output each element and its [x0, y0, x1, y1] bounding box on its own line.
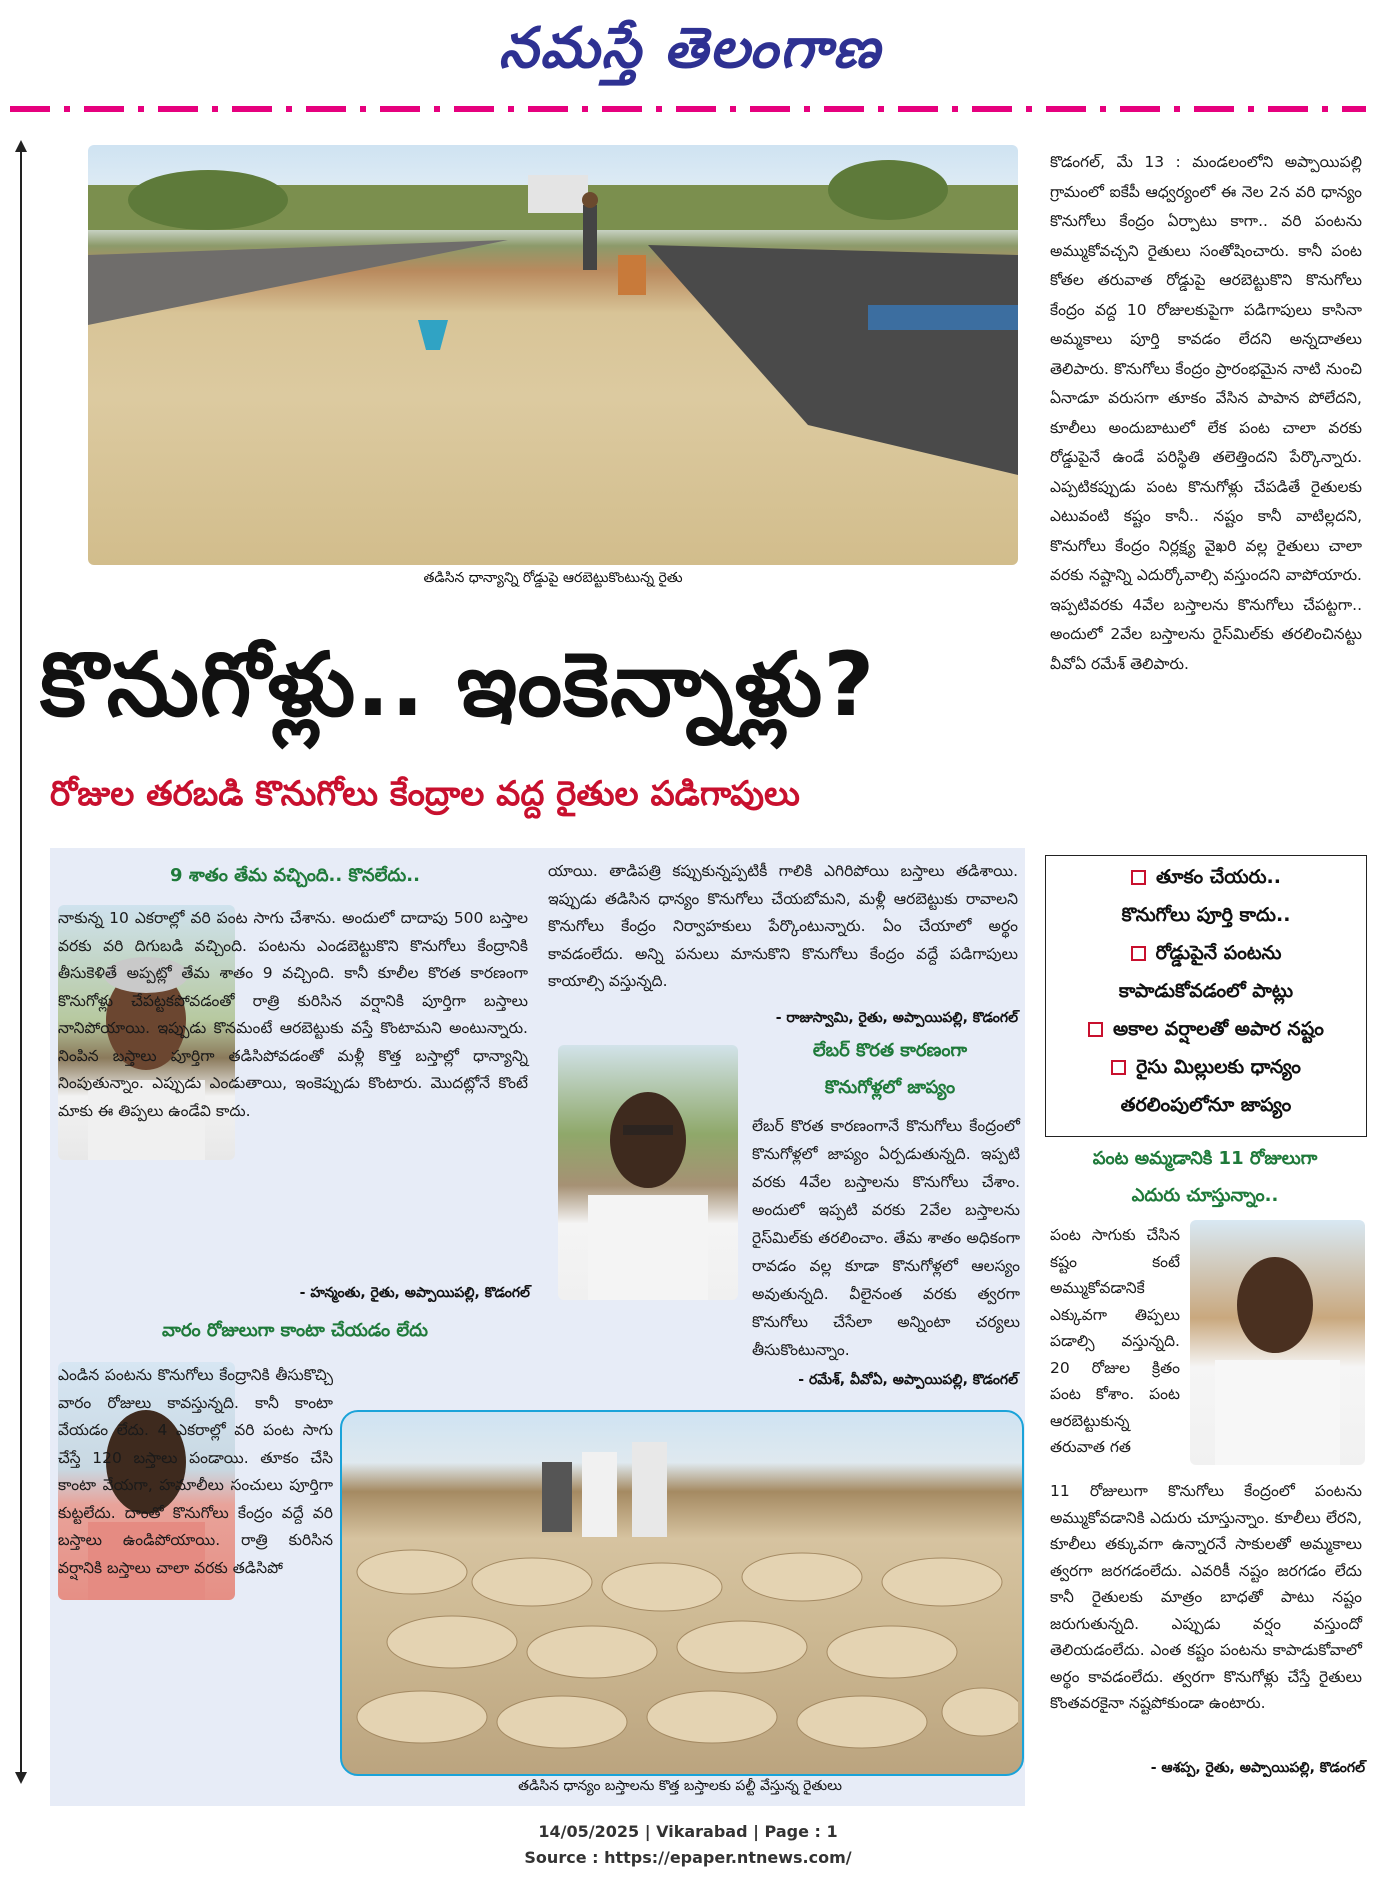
footer-source[interactable]: Source : https://epaper.ntnews.com/ [524, 1848, 852, 1867]
highlights-box [1045, 855, 1367, 1137]
bottom-photo-caption: తడిసిన ధాన్యం బస్తాలను కొత్త బస్తాలకు పల్టీ వేస్తున్న రైతులు [518, 1778, 842, 1794]
bullet-square-icon [1111, 1060, 1126, 1075]
bullet-square-icon [1131, 946, 1146, 961]
box5-heading-line2: ఎదురు చూస్తున్నాం.. [1131, 1185, 1279, 1206]
top-photo-caption: తడిసిన ధాన్యాన్ని రోడ్డుపై ఆరబెట్టుకొంటున్న రైతు [423, 570, 683, 586]
box5-heading-line1: పంట అమ్మడానికి 11 రోజులుగా [1092, 1148, 1318, 1169]
top-photo-illustration [88, 145, 1018, 565]
highlight-item: రోడ్డుపైనే పంటను [1046, 942, 1366, 969]
box1-byline: - హన్మంతు, రైతు, అప్పాయిపల్లి, కొడంగల్ [299, 1285, 530, 1301]
bullet-square-icon [1088, 1022, 1103, 1037]
box5-byline: - ఆశప్ప, రైతు, అప్పాయిపల్లి, కొడంగల్ [1150, 1760, 1365, 1776]
left-rule [20, 145, 22, 1780]
vova-photo [558, 1045, 738, 1300]
highlight-item-cont: కాపాడుకోవడంలో పాట్లు [1118, 980, 1294, 1002]
highlight-item: అకాల వర్షాలతో అపార నష్టం [1046, 1018, 1366, 1045]
newspaper-title: నమస్తే తెలంగాణ [498, 15, 882, 81]
box3-text: యాయి. తాడిపత్రి కప్పుకున్నప్పటికీ గాలికి ఎగిరిపోయి బస్తాలు తడిశాయి. ఇప్పుడు తడిసిన ధాన్యం కొనుగోలు చేయబోమని, మళ్లీ ఆరబెట్టుకు రావాలని కొనుగోలు కేంద్రం నిర్వాహకులు పేర్కొంటున్నారు. ఏం చేయాలో అర్థం కావడంలేదు. అన్ని పనులు మానుకొని కొనుగోలు కేంద్రం వద్దే పడిగాపులు కాయాల్సి వస్తున్నది. [548, 862, 1018, 990]
arrow-down-icon [15, 1772, 27, 1784]
highlight-item: రైసు మిల్లులకు ధాన్యం [1046, 1056, 1366, 1083]
box5-text-narrow: పంట సాగుకు చేసిన కష్టం కంటే అమ్ముకోవడానికే ఎక్కువగా తిప్పలు పడాల్సి వస్తున్నది. 20 రోజుల క్రితం పంట కోశాం. పంట ఆరబెట్టుకున్న తరువాత గత [1050, 1226, 1180, 1456]
highlight-item-cont: కొనుగోలు పూర్తి కాదు.. [1121, 904, 1291, 926]
masthead [0, 0, 1376, 110]
box1-text: నాకున్న 10 ఎకరాల్లో వరి పంట సాగు చేశాను. అందులో దాదాపు 500 బస్తాల వరకు వరి దిగుబడి వచ్చింది. పంటను ఎండబెట్టుకొని కొనుగోలు కేంద్రానికి తీసుకెళితే అప్పట్లో తేమ శాతం 9 వచ్చింది. కానీ కూలీల కొరత కారణంగా కొనుగోళ్లు చేపట్టకపోవడంతో రాత్రి కురిసిన వర్షానికి పూర్తిగా బస్తాలు నానిపోయాయి. ఇప్పుడు కొనమంటే ఆరబెట్టుకు వస్తే కొంటామని అంటున్నారు. నింపిన బస్తాలు పూర్తిగా తడిసిపోవడంతో మళ్లీ కొత్త బస్తాల్లో ధాన్యాన్ని నింపుతున్నాం. ఎప్పుడు ఎండుతాయి, ఇంకెప్పుడు కొంటారు. మొదట్లోనే కొంటే మాకు ఈ తిప్పలు ఉండేవి కాదు. [58, 909, 528, 1120]
arrow-up-icon [15, 140, 27, 152]
box2-text: ఎండిన పంటను కొనుగోలు కేంద్రానికి తీసుకొచ్చి వారం రోజులు కావస్తున్నది. కానీ కాంటా వేయడం లేదు. 4 ఎకరాల్లో వరి పంట సాగు చేస్తే 120 బస్తాలు పండాయి. తూకం చేసి కాంటా వేయగా, హమాలీలు సంచులు పూర్తిగా కుట్టలేదు. దాంతో కొనుగోలు కేంద్రం వద్దే వరి బస్తాలు ఉండిపోయాయి. రాత్రి కురిసిన వర్షానికి బస్తాలు చాలా వరకు తడిసిపో [58, 1366, 333, 1577]
box2-heading: వారం రోజులుగా కాంటా చేయడం లేదు [161, 1320, 429, 1341]
highlight-item: తూకం చేయరు.. [1046, 866, 1366, 893]
top-photo [88, 145, 1018, 565]
farmer3-photo [1190, 1220, 1365, 1465]
box1-heading: 9 శాతం తేమ వచ్చింది.. కొనలేదు.. [170, 865, 420, 886]
headline: కొనుగోళ్లు.. ఇంకెన్నాళ్లు? [40, 633, 876, 736]
box4-text: లేబర్ కొరత కారణంగానే కొనుగోలు కేంద్రంలో కొనుగోళ్లలో జాప్యం ఏర్పడుతున్నది. ఇప్పటి వరకు 4వేల బస్తాలను కొనుగోలు చేశాం. అందులో ఇప్పటి వరకు 2వేల బస్తాలను రైస్‌మిల్‌కు తరలించాం. తేమ శాతం అధికంగా రావడం వల్ల కూడా కొనుగోళ్లలో ఆలస్యం అవుతున్నది. వీలైనంత వరకు త్వరగా కొనుగోలు చేసేలా అన్నింటా చర్యలు తీసుకొంటున్నాం. [752, 1117, 1020, 1359]
box5-text-wide: 11 రోజులుగా కొనుగోలు కేంద్రంలో పంటను అమ్ముకోవడానికి ఎదురు చూస్తున్నాం. కూలీలు లేరని, కూలీలు తక్కువగా ఉన్నారనే సాకులతో అమ్మకాలు త్వరగా జరగడంలేదు. ఎవరికీ నష్టం జరగడం లేదు కానీ రైతులకు మాత్రం బాధతో పాటు నష్టం జరుగుతున్నది. ఎప్పుడు వర్షం వస్తుందో తెలియడంలేదు. ఎంత కష్టం పంటను కాపాడుకోవాలో అర్థం కావడంలేదు. త్వరగా కొనుగోళ్లు చేస్తే రైతులు కొంతవరకైనా నష్టపోకుండా ఉంటారు. [1050, 1482, 1362, 1712]
bottom-photo [340, 1410, 1024, 1776]
highlight-item-cont: తరలింపులోనూ జాప్యం [1120, 1094, 1292, 1116]
intro-article-text: కొడంగల్, మే 13 : మండలంలోని అప్పాయిపల్లి గ్రామంలో ఐకేపీ ఆధ్వర్యంలో ఈ నెల 2న వరి ధాన్యం కొనుగోలు కేంద్రం ఏర్పాటు కాగా.. వరి పంటను అమ్ముకోవచ్చని రైతులు సంతోషించారు. కానీ పంట కోతల తరువాత రోడ్డుపై ఆరబెట్టుకొని కొనుగోలు కేంద్రం వద్ద 10 రోజులకుపైగా పడిగాపులు కాసినా అమ్మకాలు పూర్తి కావడం లేదని అన్నదాతలు తెలిపారు. కొనుగోలు కేంద్రం ప్రారంభమైన నాటి నుంచి ఏనాడూ వరుసగా తూకం వేసిన పాపాన పోలేదని, కూలీలు అందుబాటులో లేక పంట చాలా వరకు రోడ్డుపైనే ఉండే పరిస్థితి తలెత్తిందని పేర్కొన్నారు. ఎప్పటికప్పుడు పంట కొనుగోళ్లు చేపడితే రైతులకు ఎటువంటి కష్టం కానీ.. నష్టం కానీ వాటిల్లదని, కొనుగోలు కేంద్రం నిర్లక్ష్య వైఖరి వల్ల రైతులు చాలా వరకు నష్టాన్ని ఎదుర్కోవాల్సి వస్తుందని వాపోయారు. ఇప్పటివరకు 4వేల బస్తాలను కొనుగోలు చేపట్టగా.. అందులో 2వేల బస్తాలను రైస్‌మిల్‌కు తరలించినట్టు వీవోఏ రమేశ్ తెలిపారు. [1050, 153, 1362, 673]
box4-heading-line1: లేబర్ కొరత కారణంగా [812, 1040, 968, 1061]
box3-byline: - రాజుస్వామి, రైతు, అప్పాయిపల్లి, కొడంగల్ [775, 1010, 1018, 1026]
box4-byline: - రమేశ్, వీవోఏ, అప్పాయిపల్లి, కొడంగల్ [798, 1372, 1018, 1388]
footer-dateline: 14/05/2025 | Vikarabad | Page : 1 [538, 1822, 838, 1841]
bullet-square-icon [1131, 870, 1146, 885]
subheadline: రోజుల తరబడి కొనుగోలు కేంద్రాల వద్ద రైతుల పడిగాపులు [50, 774, 800, 814]
masthead-divider [10, 106, 1366, 112]
box4-heading-line2: కొనుగోళ్లలో జాప్యం [824, 1077, 956, 1098]
